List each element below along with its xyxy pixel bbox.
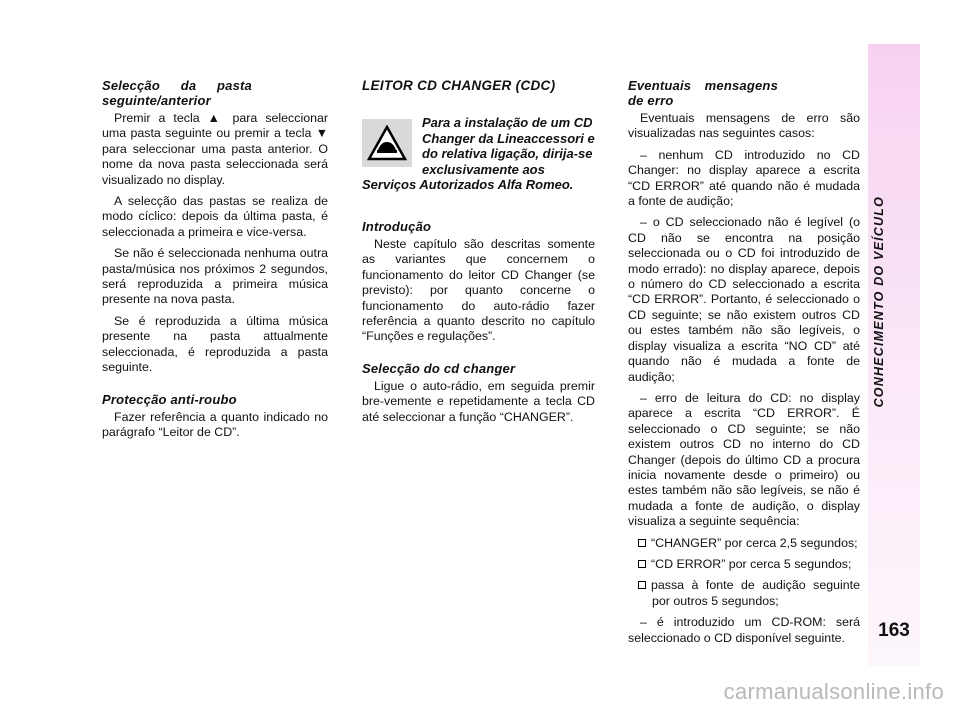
paragraph: – erro de leitura do CD: no display aparece a escrita “CD ERROR”. É seleccionado o CD seguinte; se não existem outros CD no interno do CD Changer (depois do último CD a procura inicia novamente desde o primeiro) ou estes também não são legíveis, se não é mudada a fonte de audição, o display visualiza a seguinte sequência: — [628, 390, 860, 529]
paragraph: – é introduzido um CD-ROM: será seleccionado o CD disponível seguinte. — [628, 615, 860, 645]
warning-triangle-icon — [362, 119, 412, 167]
paragraph: Se não é seleccionada nenhuma outra pasta/música nos próximos 2 segundos, será reproduzida a primeira música presente na nova pasta. — [102, 246, 328, 307]
paragraph: – o CD seleccionado não é legível (o CD não se encontra na posição seleccionada ou o CD foi introduzido de modo errado): no display aparece, depois o número do CD seleccionado a escrita “CD ERROR”. Portanto, é seleccionado o CD seguinte; se não existem outros CD ou estes também não são legíveis, o display visualiza a escrita “NO CD” até quando não é mudada a fonte de audição; — [628, 215, 860, 384]
column-left — [102, 78, 328, 446]
checkbox-bullet-icon — [638, 560, 646, 568]
paragraph: Ligue o auto-rádio, em seguida premir bre-vemente e repetidamente a tecla CD até seleccionar a função “CHANGER”. — [362, 378, 595, 424]
heading-folder-selection: Selecção da pasta seguinte/anterior — [102, 78, 252, 108]
chapter-title: CONHECIMENTO DO VEÍCULO — [872, 196, 886, 408]
paragraph: Eventuais mensagens de erro são visualizadas nas seguintes casos: — [628, 111, 860, 141]
list-item: passa à fonte de audição seguinte por outros 5 segundos; — [628, 578, 860, 609]
heading-cd-changer-selection: Selecção do cd changer — [362, 360, 516, 376]
paragraph: Premir a tecla ▲ para seleccionar uma pasta seguinte ou premir a tecla ▼ para seleccionar uma pasta anterior. O nome da nova pasta seleccionada será visualizado no display. — [102, 111, 328, 187]
heading-error-messages: Eventuais mensagens de erro — [628, 78, 778, 108]
paragraph: – nenhum CD introduzido no CD Changer: no display aparece a escrita “CD ERROR” até quando não é mudada a fonte de audição; — [628, 147, 860, 209]
warning-box — [362, 115, 595, 193]
heading-introduction: Introdução — [362, 218, 432, 234]
heading-anti-theft: Protecção anti-roubo — [102, 391, 237, 407]
list-item: “CHANGER” por cerca 2,5 segundos; — [628, 536, 860, 551]
list-item: “CD ERROR” por cerca 5 segundos; — [628, 557, 860, 572]
paragraph: Neste capítulo são descritas somente as variantes que concernem o funcionamento do leitor CD Changer (se previsto): por quanto concerne o funcionamento do auto-rádio fazer referência a quanto descrito no capítulo “Funções e regulações”. — [362, 236, 595, 344]
paragraph: Se é reproduzida a última música presente na pasta attualmente seleccionada, é reproduzida a pasta seguinte. — [102, 313, 328, 375]
watermark: carmanualsonline.info — [723, 679, 944, 704]
column-middle — [362, 78, 595, 431]
page-number: 163 — [878, 620, 910, 641]
paragraph: Fazer referência a quanto indicado no parágrafo “Leitor de CD”. — [102, 409, 328, 439]
checkbox-bullet-icon — [638, 581, 646, 589]
warning-text: Para a instalação de um CD Changer da Lineaccessori e do relativa ligação, dirija-se exclusivamente aos Serviços Autorizados Alfa Romeo. — [362, 115, 595, 193]
checkbox-bullet-icon — [638, 539, 646, 547]
column-right — [628, 78, 860, 652]
paragraph: A selecção das pastas se realiza de modo cíclico: depois da última pasta, é seleccionada a primeira e vice-versa. — [102, 194, 328, 239]
section-title: LEITOR CD CHANGER (CDC) — [362, 78, 556, 93]
